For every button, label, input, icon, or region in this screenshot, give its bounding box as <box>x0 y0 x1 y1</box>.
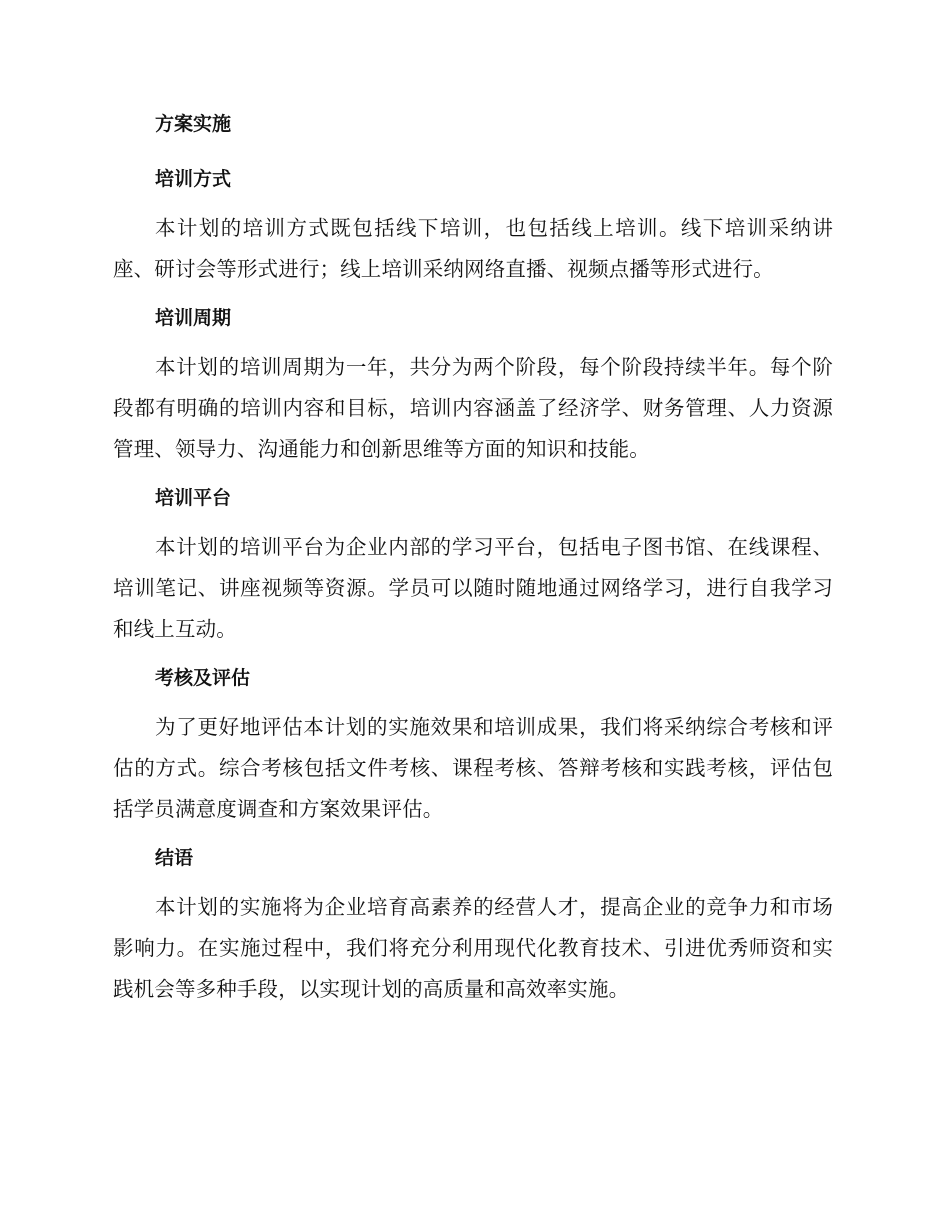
section-heading-method: 培训方式 <box>155 168 232 190</box>
paragraph-conclusion: 本计划的实施将为企业培育高素养的经营人才，提高企业的竞争力和市场影响力。在实施过程中，我们将充分利用现代化教育技术、引进优秀师资和实践机会等多种手段，以实现计划的高质量和高效率实施。 <box>113 895 833 1001</box>
section-heading-assessment: 考核及评估 <box>155 667 251 689</box>
section-heading-conclusion: 结语 <box>155 847 194 869</box>
paragraph-method: 本计划的培训方式既包括线下培训，也包括线上培训。线下培训采纳讲座、研讨会等形式进行；线上培训采纳网络直播、视频点播等形式进行。 <box>113 216 833 281</box>
section-heading-implementation: 方案实施 <box>155 113 232 135</box>
section-heading-platform: 培训平台 <box>155 487 232 509</box>
paragraph-assessment: 为了更好地评估本计划的实施效果和培训成果，我们将采纳综合考核和评估的方式。综合考核包括文件考核、课程考核、答辩考核和实践考核，评估包括学员满意度调查和方案效果评估。 <box>113 715 833 821</box>
paragraph-period: 本计划的培训周期为一年，共分为两个阶段，每个阶段持续半年。每个阶段都有明确的培训内容和目标，培训内容涵盖了经济学、财务管理、人力资源管理、领导力、沟通能力和创新思维等方面的知识和技能。 <box>113 355 833 461</box>
paragraph-platform: 本计划的培训平台为企业内部的学习平台，包括电子图书馆、在线课程、培训笔记、讲座视频等资源。学员可以随时随地通过网络学习，进行自我学习和线上互动。 <box>113 535 833 641</box>
document-body <box>113 108 833 1010</box>
section-heading-period: 培训周期 <box>155 307 232 329</box>
